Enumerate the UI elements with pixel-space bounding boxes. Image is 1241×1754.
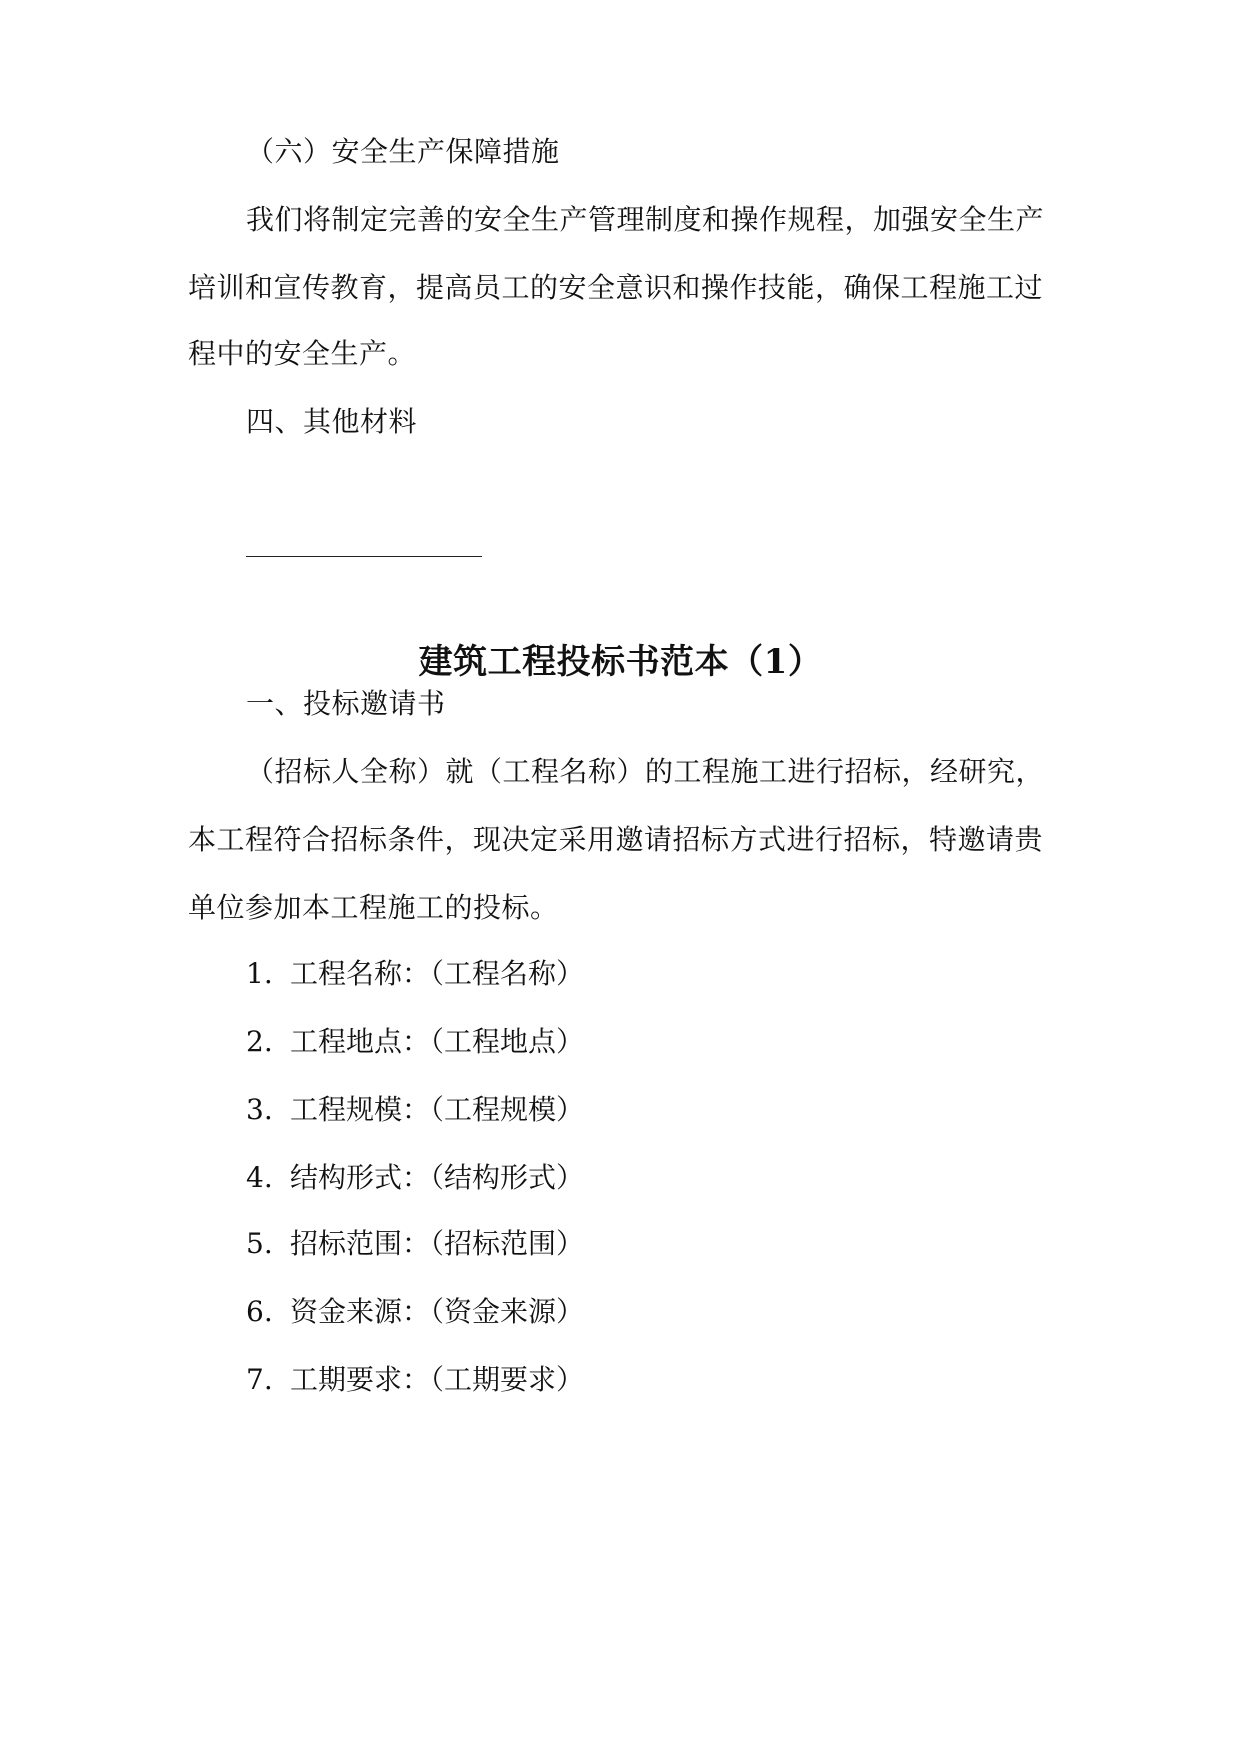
list-text: 结构形式：（结构形式） — [290, 1161, 585, 1194]
list-number: 6. — [246, 1295, 273, 1328]
list-text: 工程地点：（工程地点） — [290, 1025, 585, 1058]
list-number: 4. — [246, 1161, 273, 1194]
invitation-heading: 一、投标邀请书 — [246, 687, 446, 720]
list-item-schedule-requirement — [246, 1360, 584, 1400]
list-text: 工程名称：（工程名称） — [290, 957, 585, 990]
section-four-heading: 四、其他材料 — [246, 405, 418, 438]
list-number: 2. — [246, 1025, 273, 1058]
section-six-paragraph-line-3: 程中的安全生产。 — [188, 337, 417, 370]
list-text: 资金来源：（资金来源） — [290, 1295, 585, 1328]
list-item-project-name — [246, 954, 584, 994]
list-text: 工期要求：（工期要求） — [290, 1363, 585, 1396]
section-divider-line — [246, 556, 482, 557]
list-item-funding-source — [246, 1292, 584, 1332]
list-number: 5. — [246, 1227, 273, 1260]
document-title: 建筑工程投标书范本（1） — [418, 642, 823, 682]
list-item-bid-scope — [246, 1224, 584, 1264]
invitation-paragraph-line-3: 单位参加本工程施工的投标。 — [188, 891, 559, 924]
list-text: 工程规模：（工程规模） — [290, 1093, 585, 1126]
list-item-project-location — [246, 1022, 584, 1062]
list-number: 3. — [246, 1093, 273, 1126]
section-six-heading: （六）安全生产保障措施 — [246, 135, 560, 168]
invitation-paragraph-line-2: 本工程符合招标条件，现决定采用邀请招标方式进行招标，特邀请贵 — [188, 823, 1044, 856]
list-item-structure-type — [246, 1158, 584, 1198]
section-six-paragraph-line-2: 培训和宣传教育，提高员工的安全意识和操作技能，确保工程施工过 — [188, 271, 1044, 304]
section-six-paragraph-line-1: 我们将制定完善的安全生产管理制度和操作规程，加强安全生产 — [246, 203, 1045, 236]
list-number: 1. — [246, 957, 273, 990]
list-number: 7. — [246, 1363, 273, 1396]
list-item-project-scale — [246, 1090, 584, 1130]
list-text: 招标范围：（招标范围） — [290, 1227, 585, 1260]
invitation-paragraph-line-1: （招标人全称）就（工程名称）的工程施工进行招标，经研究， — [246, 755, 1045, 788]
